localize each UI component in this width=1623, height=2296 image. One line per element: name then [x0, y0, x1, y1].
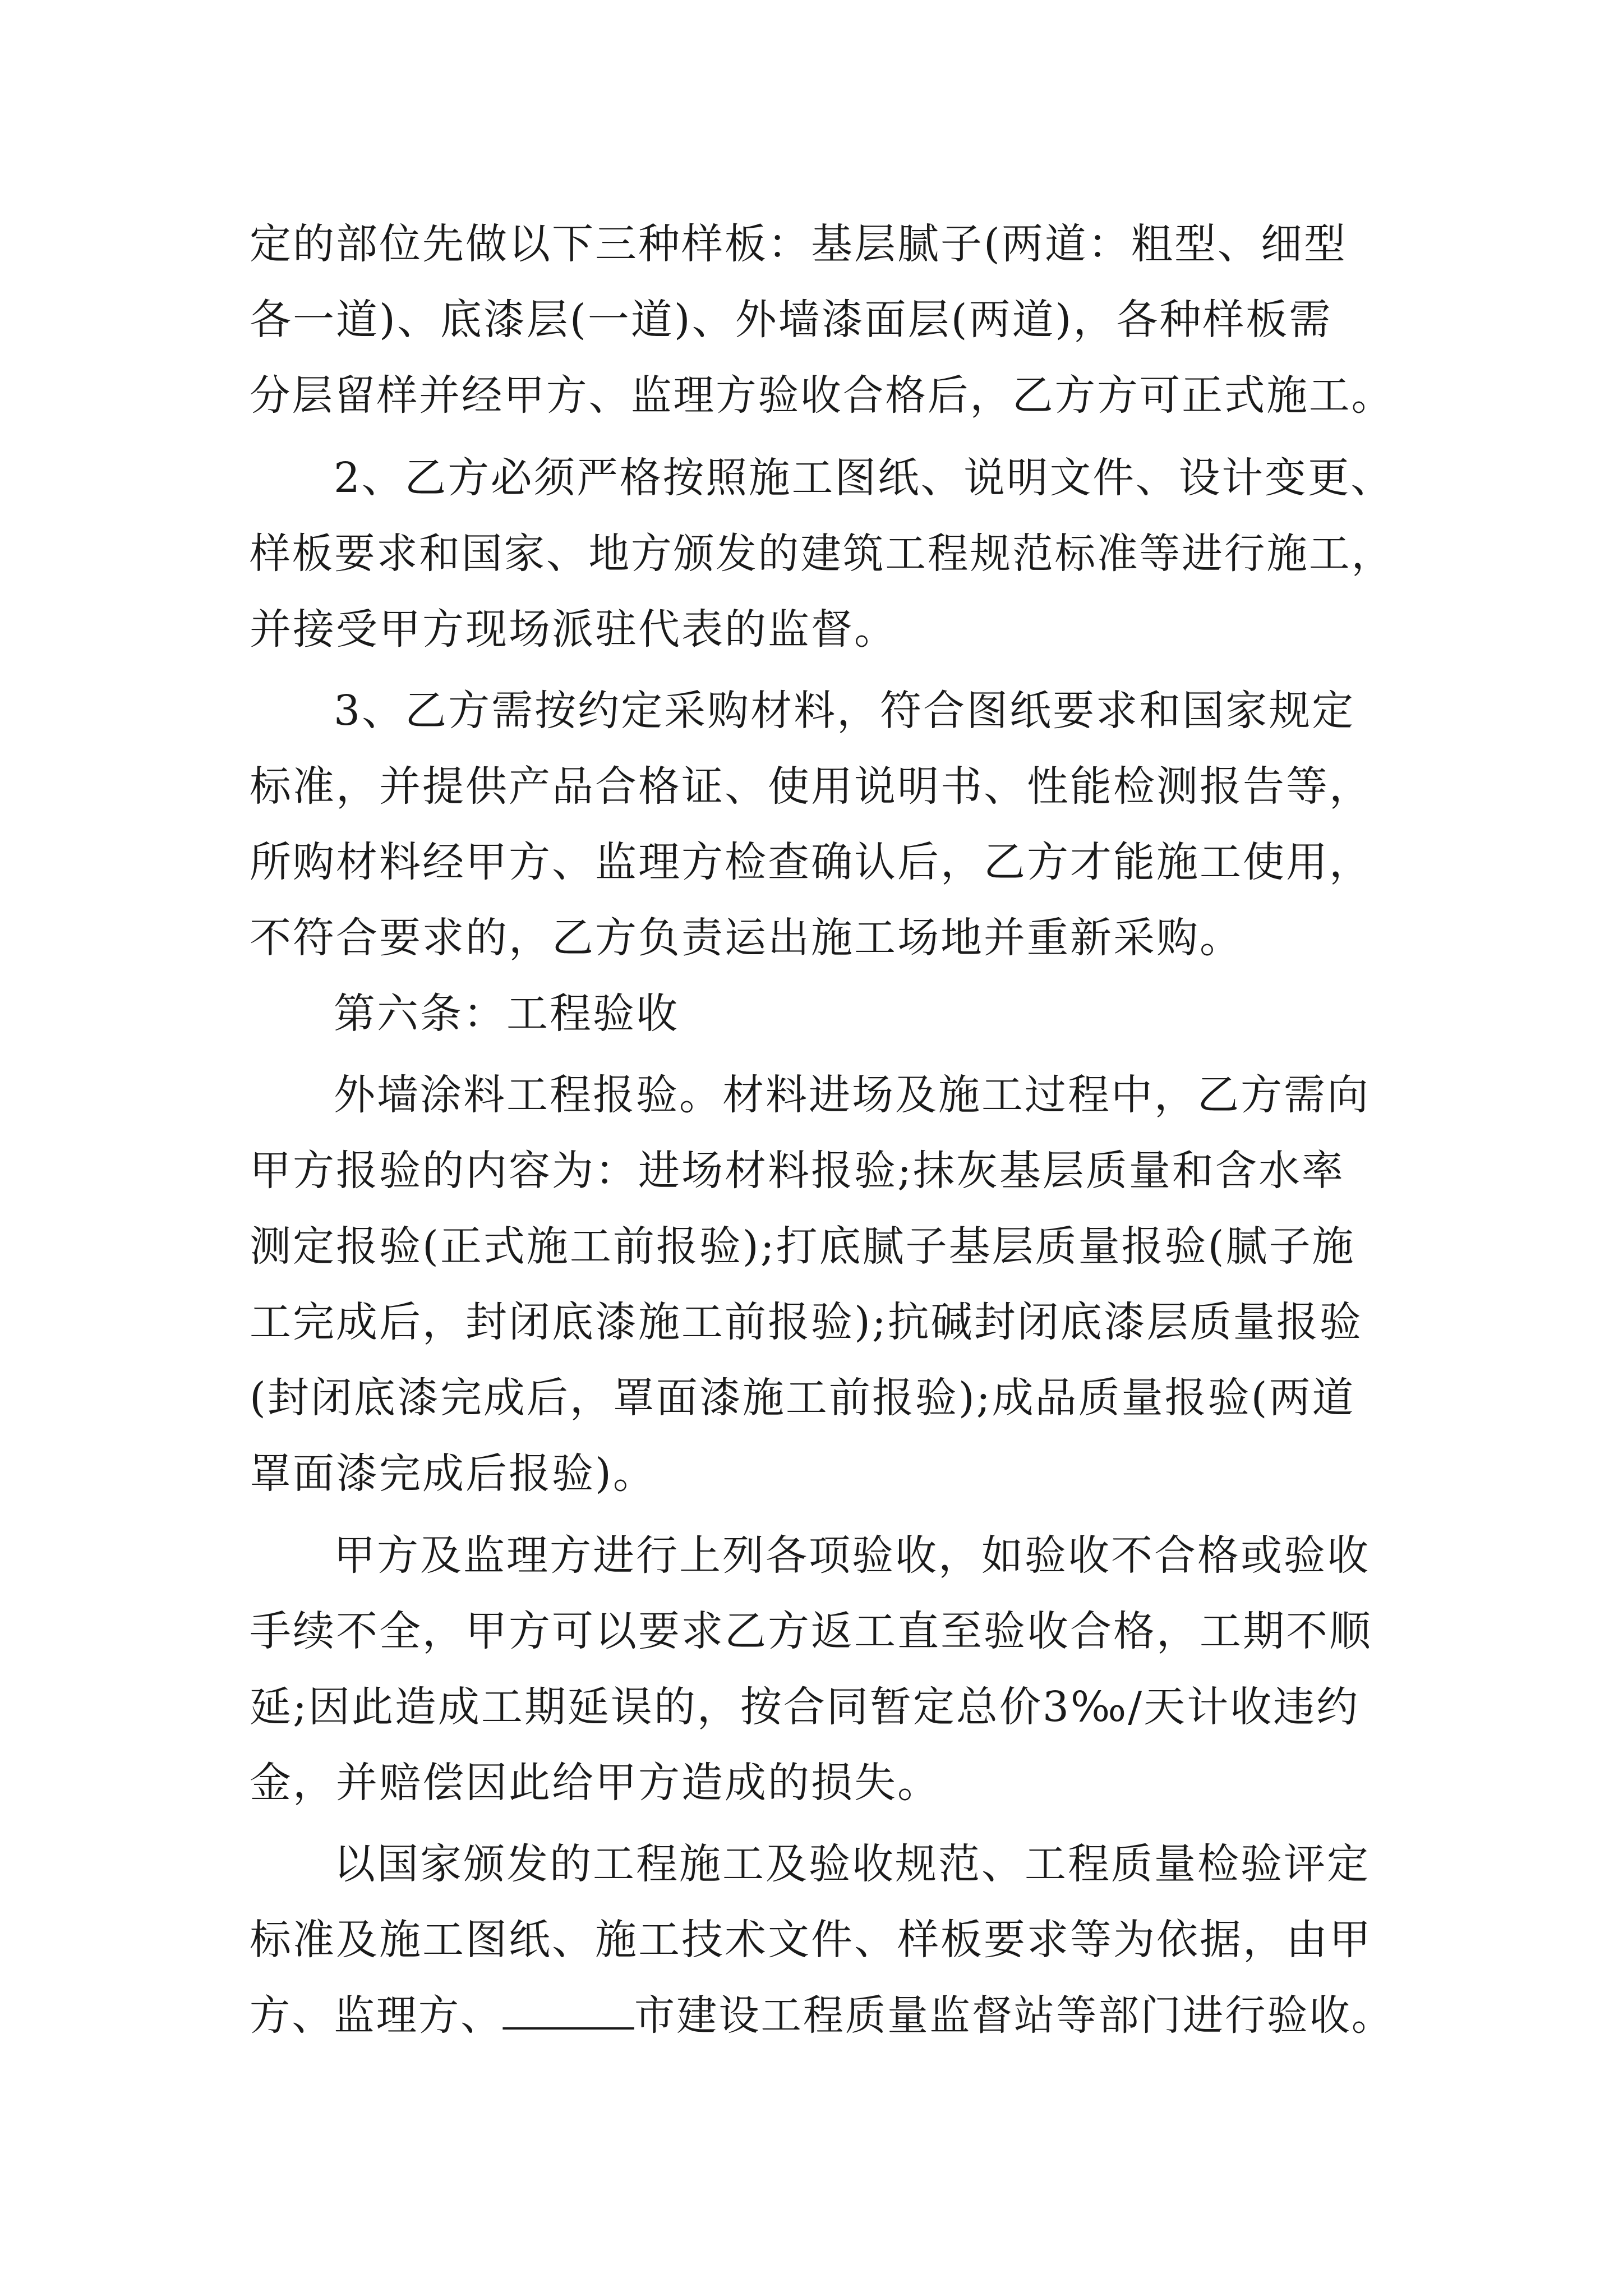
text-line: 标准及施工图纸、施工技术文件、样板要求等为依据，由甲 [250, 1916, 1372, 1964]
text-line: 定的部位先做以下三种样板：基层腻子(两道：粗型、细型 [250, 220, 1347, 268]
text-line: 外墙涂料工程报验。材料进场及施工过程中，乙方需向 [334, 1071, 1370, 1119]
text-line-with-blank [250, 1982, 1394, 2049]
text-line: 罩面漆完成后报验)。 [250, 1450, 656, 1498]
text-fragment: 市建设工程质量监督站等部门进行验收。 [634, 1991, 1394, 2040]
text-line: 延;因此造成工期延误的，按合同暂定总价3‰/天计收违约 [250, 1683, 1360, 1731]
section-heading: 第六条：工程验收 [334, 990, 679, 1038]
text-line: 工完成后，封闭底漆施工前报验);抗碱封闭底漆层质量报验 [250, 1298, 1363, 1346]
text-line: 甲方报验的内容为：进场材料报验;抹灰基层质量和含水率 [250, 1147, 1345, 1195]
text-line: 金，并赔偿因此给甲方造成的损失。 [250, 1759, 940, 1807]
text-line: 手续不全，甲方可以要求乙方返工直至验收合格，工期不顺 [250, 1607, 1372, 1655]
text-line: 各一道)、底漆层(一道)、外墙漆面层(两道)，各种样板需 [250, 296, 1332, 344]
text-line: 2、乙方必须严格按照施工图纸、说明文件、设计变更、 [334, 454, 1394, 502]
text-line: 测定报验(正式施工前报验);打底腻子基层质量报验(腻子施 [250, 1222, 1355, 1271]
text-line: 3、乙方需按约定采购材料，符合图纸要求和国家规定 [334, 687, 1355, 735]
text-line: 甲方及监理方进行上列各项验收，如验收不合格或验收 [334, 1531, 1370, 1580]
fill-in-blank [502, 1994, 634, 2030]
text-line: 并接受甲方现场派驻代表的监督。 [250, 605, 897, 654]
text-line: 样板要求和国家、地方颁发的建筑工程规范标准等进行施工， [250, 530, 1394, 578]
text-line: 不符合要求的，乙方负责运出施工场地并重新采购。 [250, 914, 1243, 962]
text-line: 所购材料经甲方、监理方检查确认后，乙方才能施工使用， [250, 838, 1372, 886]
text-line: 分层留样并经甲方、监理方验收合格后，乙方方可正式施工。 [250, 371, 1394, 420]
text-fragment: 方、监理方、 [250, 1991, 503, 2040]
text-line: 以国家颁发的工程施工及验收规范、工程质量检验评定 [334, 1840, 1370, 1888]
text-line: (封闭底漆完成后，罩面漆施工前报验);成品质量报验(两道 [250, 1374, 1355, 1422]
text-line: 标准，并提供产品合格证、使用说明书、性能检测报告等， [250, 762, 1372, 811]
